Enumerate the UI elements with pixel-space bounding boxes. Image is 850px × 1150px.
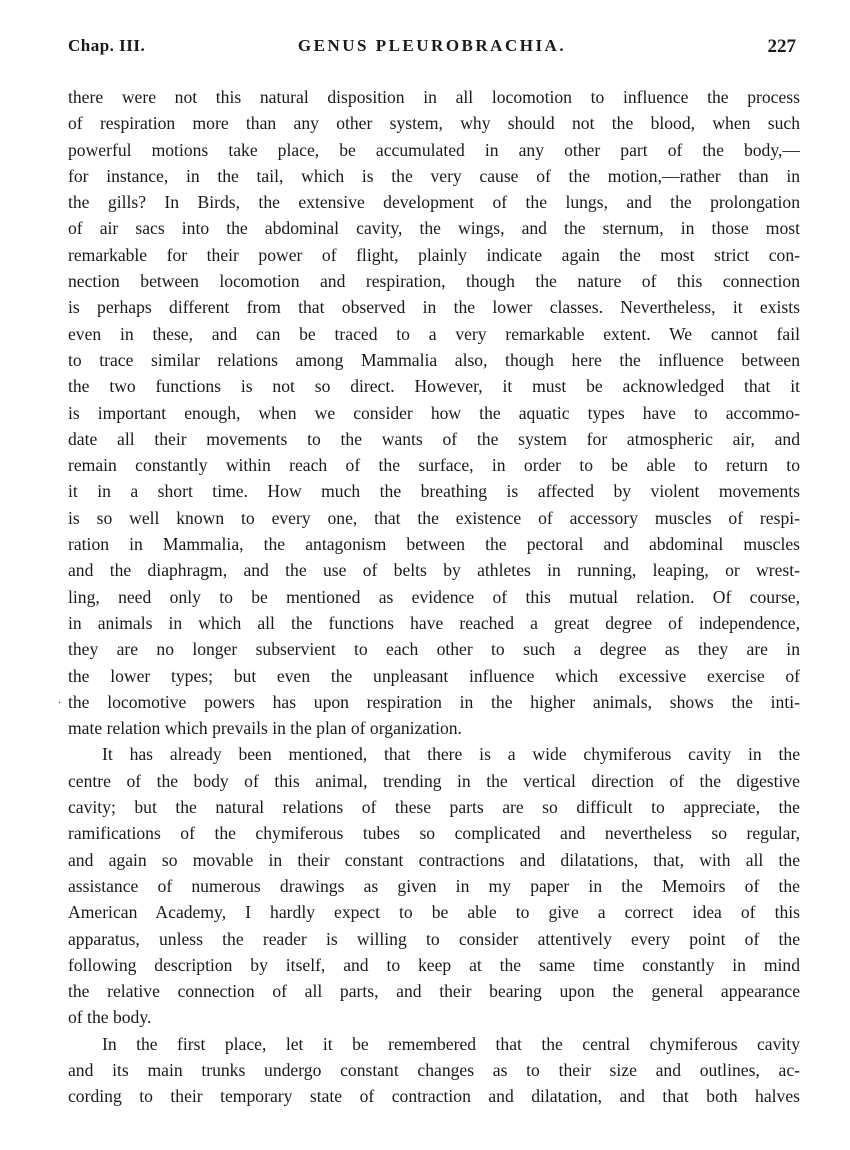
text-line: is important enough, when we consider how the aquatic types have to accommo- (68, 402, 800, 423)
text-line: the lower types; but even the unpleasant influence which excessive exercise of (68, 665, 800, 686)
text-line: they are no longer subservient to each other to such a degree as they are in (68, 639, 800, 660)
text-line: the gills? In Birds, the extensive development of the lungs, and the prolongation (68, 192, 800, 213)
text-line: American Academy, I hardly expect to be able to give a correct idea of this (68, 902, 800, 923)
text-line: the relative connection of all parts, and their bearing upon the general appearance (68, 981, 800, 1002)
paragraph-start-line: It has already been mentioned, that there is a wide chymiferous cavity in the (102, 744, 800, 765)
text-line: remain constantly within reach of the surface, in order to be able to return to (68, 455, 800, 476)
text-line: even in these, and can be traced to a very remarkable extent. We cannot fail (68, 323, 800, 344)
text-line: of respiration more than any other system, why should not the blood, when such (68, 113, 800, 134)
text-line: apparatus, unless the reader is willing to consider attentively every point of the (68, 928, 800, 949)
paragraph-end-line: of the body. (68, 1007, 152, 1028)
paragraph-end-line: mate relation which prevails in the plan of organization. (68, 718, 462, 739)
text-line: the locomotive powers has upon respiration in the higher animals, shows the inti- (68, 691, 800, 712)
text-line: for instance, in the tail, which is the very cause of the motion,—rather than in (68, 165, 800, 186)
text-line: following description by itself, and to keep at the same time constantly in mind (68, 954, 800, 975)
text-line: date all their movements to the wants of the system for atmospheric air, and (68, 428, 800, 449)
text-line: and its main trunks undergo constant changes as to their size and outlines, ac- (68, 1059, 800, 1080)
text-line: ration in Mammalia, the antagonism between the pectoral and abdominal muscles (68, 534, 800, 555)
text-line: is so well known to every one, that the existence of accessory muscles of respi- (68, 507, 800, 528)
text-line: in animals in which all the functions have reached a great degree of independence, (68, 612, 800, 633)
text-line: centre of the body of this animal, trending in the vertical direction of the digestive (68, 770, 800, 791)
chapter-label: Chap. III. (68, 36, 146, 55)
text-line: of air sacs into the abdominal cavity, the wings, and the sternum, in those most (68, 218, 800, 239)
text-line: cording to their temporary state of contraction and dilatation, and that both halves (68, 1086, 800, 1107)
text-line: nection between locomotion and respiration, though the nature of this connection (68, 271, 800, 292)
text-line: the two functions is not so direct. However, it must be acknowledged that it (68, 376, 800, 397)
text-line: remarkable for their power of flight, plainly indicate again the most strict con- (68, 244, 800, 265)
text-line: ramifications of the chymiferous tubes so complicated and nevertheless so regular, (68, 823, 800, 844)
paragraph-start-line: In the first place, let it be remembered that the central chymiferous cavity (102, 1033, 800, 1054)
running-title: GENUS PLEUROBRACHIA. (297, 36, 567, 55)
text-line: cavity; but the natural relations of these parts are so difficult to appreciate, the (68, 797, 800, 818)
text-line: there were not this natural disposition in all locomotion to influence the process (68, 87, 800, 107)
text-line: to trace similar relations among Mammalia also, though here the influence between (68, 349, 800, 370)
text-line: and the diaphragm, and the use of belts by athletes in running, leaping, or wrest- (68, 560, 800, 581)
text-line: ling, need only to be mentioned as evidence of this mutual relation. Of course, (68, 586, 800, 607)
text-line: is perhaps different from that observed in the lower classes. Nevertheless, it exists (68, 297, 800, 318)
stray-mark: . (58, 692, 61, 706)
text-line: and again so movable in their constant contractions and dilatations, that, with all the (68, 849, 800, 870)
text-line: assistance of numerous drawings as given in my paper in the Memoirs of the (68, 875, 800, 896)
body-text (68, 84, 800, 1110)
text-line: it in a short time. How much the breathing is affected by violent movements (68, 481, 800, 502)
page-number: 227 (767, 36, 796, 57)
running-header (68, 36, 796, 64)
text-line: powerful motions take place, be accumulated in any other part of the body,— (68, 139, 800, 160)
